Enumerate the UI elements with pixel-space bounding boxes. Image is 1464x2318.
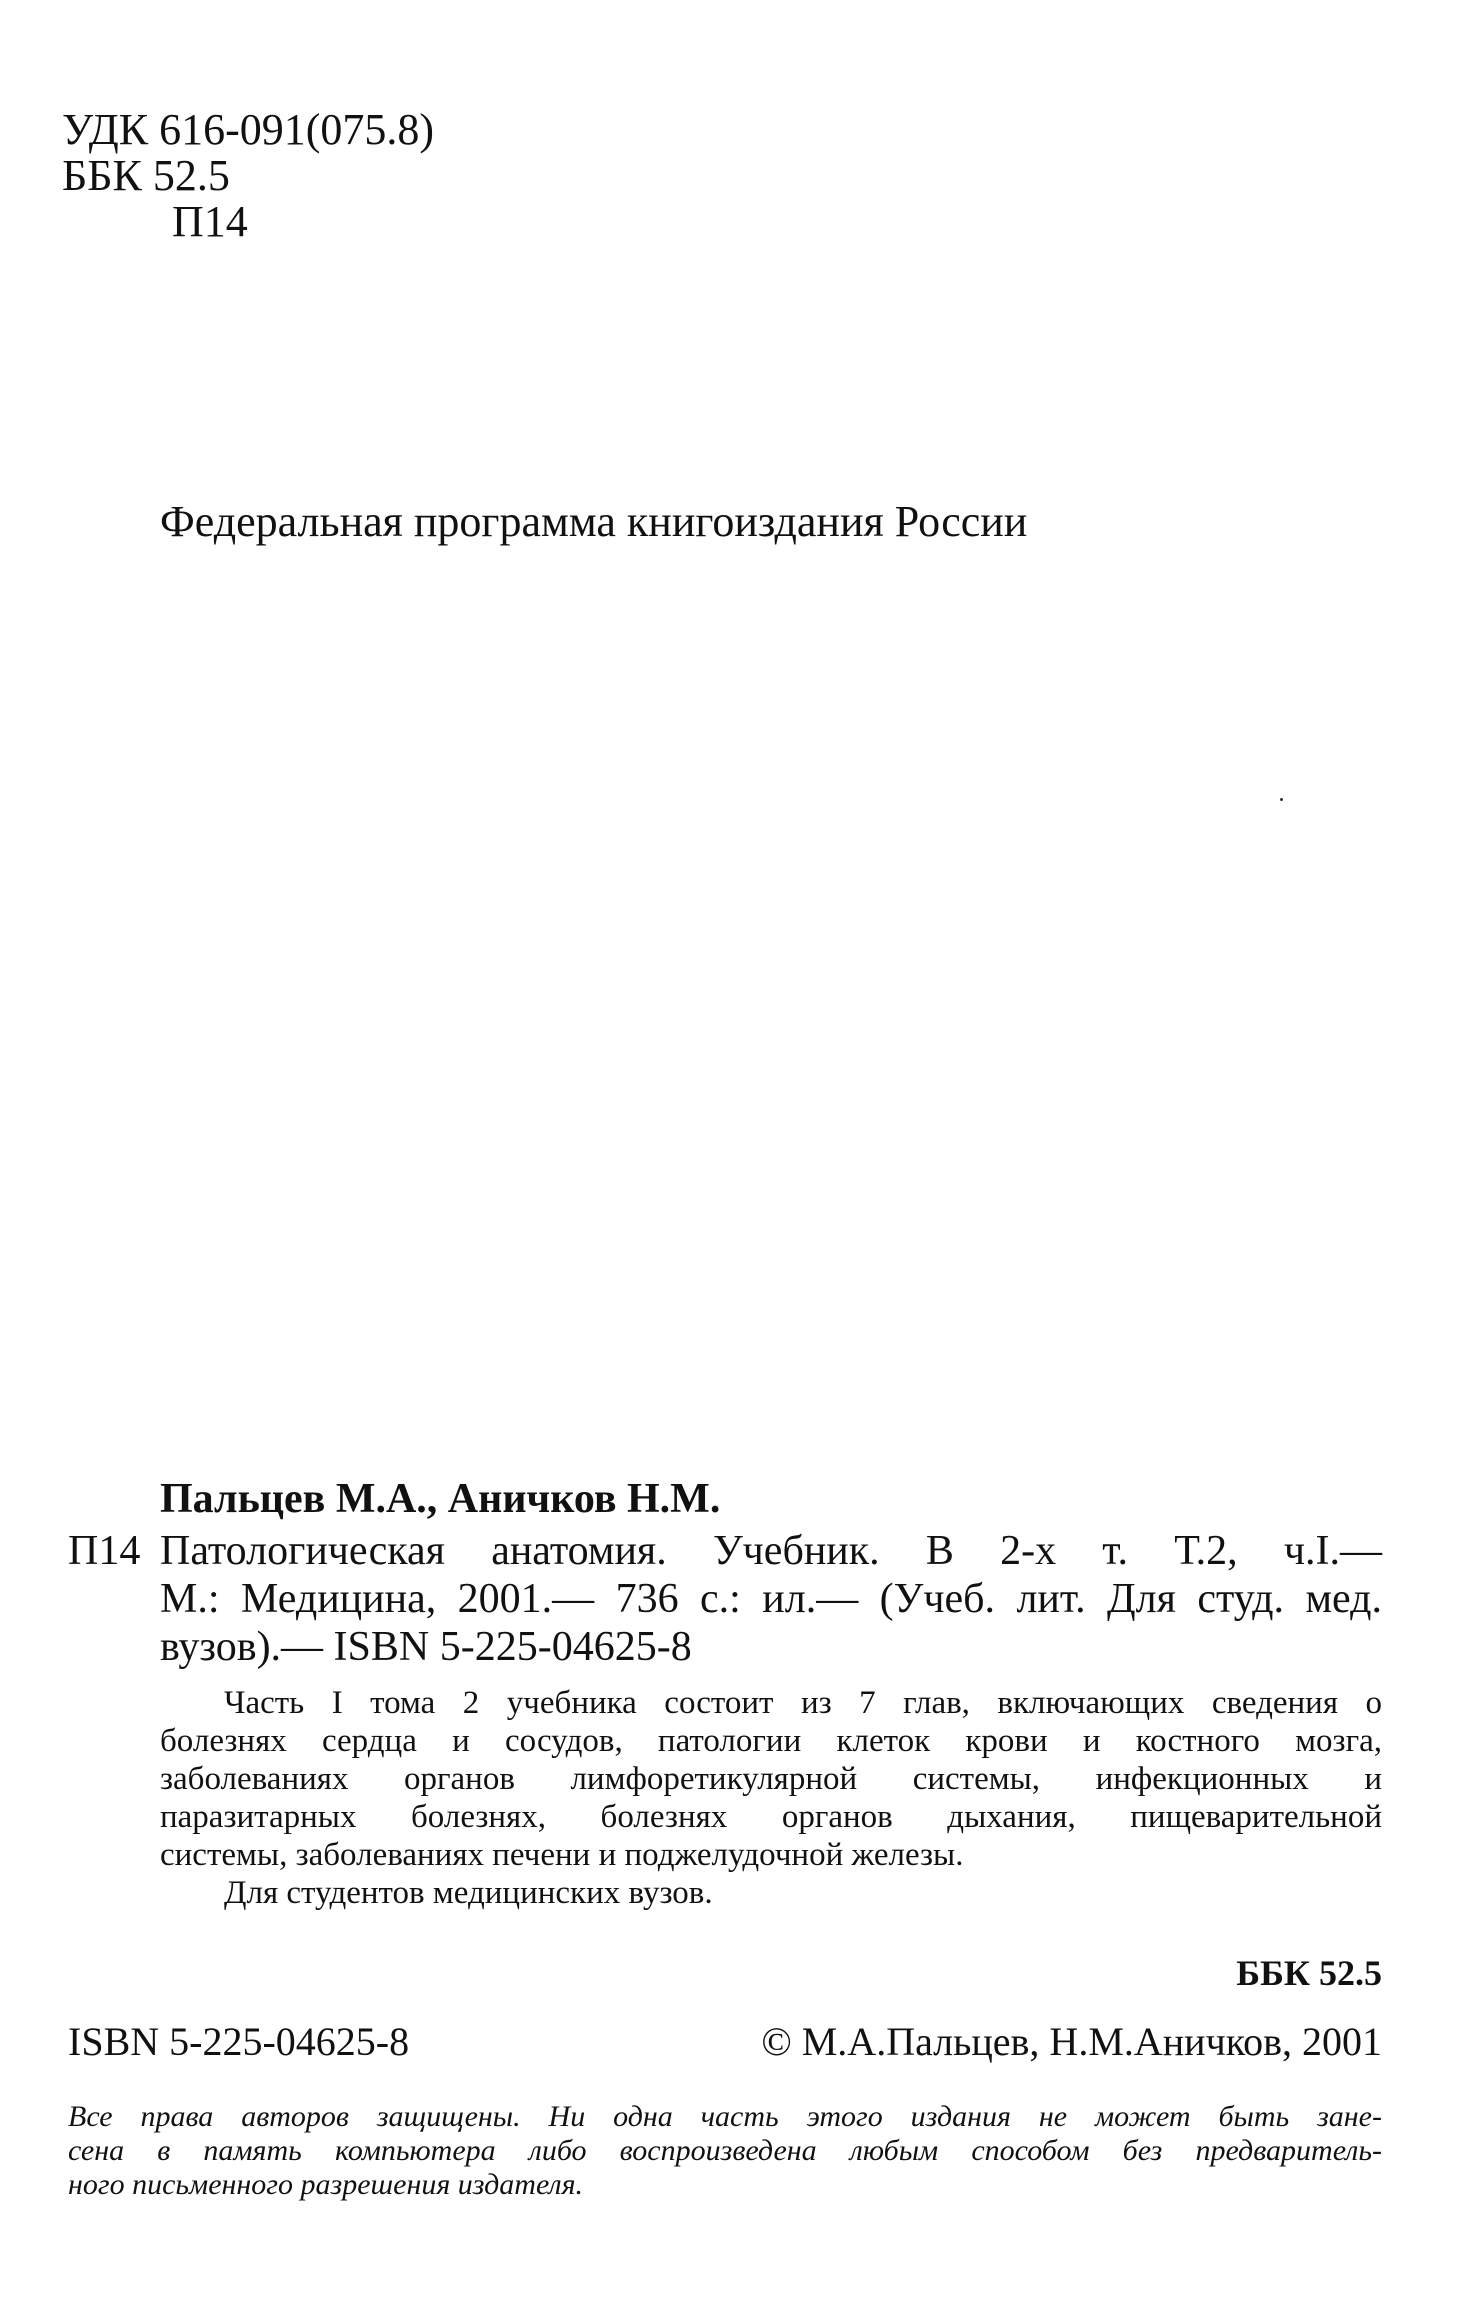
rights-notice-line: сена в память компьютера либо воспроизведена любым способом без предваритель- [68,2134,1382,2167]
annotation-line: паразитарных болезнях, болезнях органов дыхания, пищеварительной [160,1799,1382,1835]
udk-code: УДК 616-091(075.8) [62,105,435,154]
bibliographic-line: вузов).— ISBN 5-225-04625-8 [160,1624,692,1670]
author-mark: П14 [172,197,248,246]
rights-notice-line: ного письменного разрешения издателя. [68,2168,584,2201]
bibliographic-code: П14 [68,1528,141,1574]
annotation-line: заболеваниях органов лимфоретикулярной системы, инфекционных и [160,1761,1382,1797]
annotation-line: Часть I тома 2 учебника состоит из 7 глав, включающих сведения о [224,1685,1382,1721]
print-speck [1280,798,1283,801]
bbk-index: ББК 52.5 [1236,1953,1382,1993]
rights-notice-line: Все права авторов защищены. Ни одна часть этого издания не может быть зане- [68,2100,1382,2133]
isbn: ISBN 5-225-04625-8 [68,2019,410,2064]
copyright: © М.А.Пальцев, Н.М.Аничков, 2001 [761,2019,1382,2064]
program-line: Федеральная программа книгоиздания России [160,497,1028,546]
bbk-code: ББК 52.5 [62,151,230,200]
bibliographic-line: Патологическая анатомия. Учебник. В 2-х т. Т.2, ч.I.— [160,1528,1382,1574]
annotation-line: системы, заболеваниях печени и поджелудочной железы. [160,1837,964,1873]
bibliographic-line: М.: Медицина, 2001.— 736 с.: ил.— (Учеб. лит. Для студ. мед. [160,1576,1382,1622]
authors-heading: Пальцев М.А., Аничков Н.М. [160,1476,721,1522]
audience-line: Для студентов медицинских вузов. [224,1875,713,1911]
annotation-line: болезнях сердца и сосудов, патологии клеток крови и костного мозга, [160,1723,1382,1759]
